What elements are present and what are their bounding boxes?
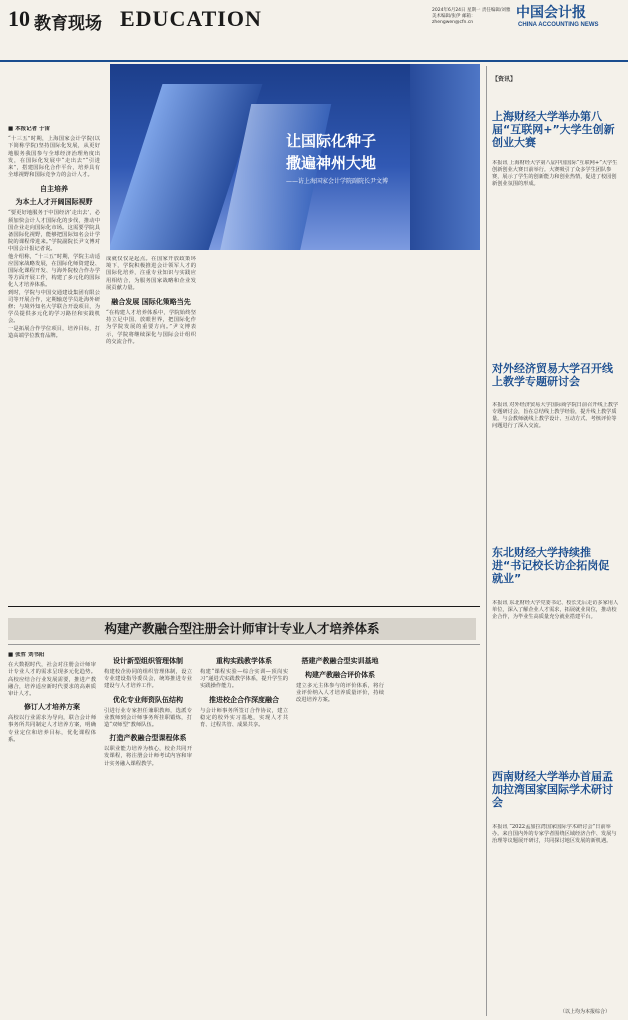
section-divider — [8, 606, 480, 607]
article2-paragraph: 以职业能力培养为核心，校企共同开发课程，将注册会计师考试内容和审计实务融入课程教学。 — [104, 746, 192, 767]
article1-column-3 — [202, 256, 292, 572]
article2-paragraph: 构建校企协同的组织管理体制，设立专业建设指导委员会，统筹推进专业建设与人才培养工作。 — [104, 669, 192, 690]
article1-paragraph: 他介绍称，“十三五”时期，学院主动适应国家战略发展，在国际化师资建设、国际化课程开发、与海外院校合作办学等方面开展工作，构建了多元化的国际化人才培养体系。 — [8, 253, 100, 289]
newspaper-name: 中国会计报 — [516, 5, 586, 21]
article2-column-1 — [8, 652, 96, 1012]
page-number: 10 — [8, 6, 30, 31]
article1-paragraph: 一是拓展合作学位项目，培养目标，打造高端学位教育品牌。 — [8, 325, 100, 339]
article2-byline: ■ 张哲 刘书阳 — [8, 652, 45, 658]
article1-paragraph: “要更好地服务于中国经济‘走出去’，必须加快会计人才国际化的步伐，推动中国企业走向国际化市场。这需要学院具备国际化视野，能够把国际知名会计学院的课程带进来。”学院副院长尹文博对中国会计报记者说。 — [8, 210, 100, 253]
article2-subhead: 推进校企合作深度融合 — [209, 695, 279, 704]
sidebar-item-title: 上海财经大学举办第八届“互联网+”大学生创新创业大赛 — [492, 110, 615, 149]
article2-column-4 — [296, 652, 384, 1012]
article2-subhead: 修订人才培养方案 — [24, 703, 80, 712]
newspaper-name-en: CHINA ACCOUNTING NEWS — [518, 22, 599, 28]
article1-paragraph: 到时，学院与中国交通建设集团有限公司等开展合作，定期输送学员赴海外研修；与境外知名大学联合开设项目，为学员提供多元化的学习路径和实践机会。 — [8, 289, 100, 325]
article2-subhead: 搭建产教融合型实训基地 — [301, 657, 379, 665]
article1-column-4 — [298, 256, 388, 572]
article2-headline: 构建产教融合型注册会计师审计专业人才培养体系 — [8, 618, 476, 640]
article2-subhead: 设计新型组织管理体制 — [113, 657, 183, 665]
article2-column-5 — [392, 652, 480, 1012]
article2-paragraph: 高校以行业需求为导向，联合会计师事务所共同制定人才培养方案，明确专业定位和培养目标，优化课程体系。 — [8, 715, 96, 743]
sidebar-item-title: 对外经济贸易大学召开线上教学专题研讨会 — [492, 362, 613, 388]
article2-column-2 — [104, 652, 192, 1012]
hero-title-line2: 撒遍神州大地 — [286, 154, 377, 172]
article2-subhead: 构建产教融合评价体系 — [305, 671, 375, 679]
sidebar-footnote: （以上均为本报综合） — [560, 1009, 611, 1015]
article2-subhead: 打造产教融合型课程体系 — [109, 734, 187, 743]
article2-subhead: 优化专业师资队伍结构 — [113, 695, 183, 704]
hero-architecture-shape — [410, 64, 480, 250]
article1-paragraph: “在构建人才培养体系中，学院始终坚持立足中国、放眼世界，把国际化作为学院发展的重要方向。”尹文博表示，学院将继续深化与国际会计组织的交流合作。 — [106, 310, 196, 345]
article2-paragraph: 构建“课程实验—综合实训—顶岗实习”递进式实践教学体系，提升学生的实践操作能力。 — [200, 669, 288, 690]
article1-lead: “十三五”时期，上海国家会计学院(以下简称学院)坚持国际化发展，从更好地服务我国参与全球经济治理角度出发，在国际化发展中“走出去”“引进来”，搭建国际化合作平台，培养具有全球视野和国际竞争力的会计人才。 — [8, 136, 100, 179]
article1-column-5 — [394, 256, 480, 572]
sidebar-item-body: 本报讯 对外经济贸易大学国际商学院日前召开线上教学专题研讨会，旨在总结线上教学经验，提升线上教学质量。与会教师就线上教学设计、互动方式、考核评价等问题进行了深入交流。 — [492, 402, 619, 429]
sidebar-item-body: 本报讯 上海财经大学第八届中国国际“互联网+”大学生创新创业大赛日前举行。大赛吸引了众多学生团队参赛，展示了学生的创新能力和创业热情，促进了校园创新创业氛围的形成。 — [492, 160, 618, 187]
hero-subtitle: ——访上海国家会计学院副院长尹文博 — [286, 178, 389, 185]
masthead — [0, 0, 628, 62]
hero-title-line1: 让国际化种子 — [286, 132, 377, 150]
sidebar-item-body: 本报讯 东北财经大学党委书记、校长先后走访多家用人单位，深入了解企业人才需求，拓展就业岗位，推动校企合作，为毕业生高质量充分就业搭建平台。 — [492, 600, 619, 620]
section-divider — [8, 644, 480, 645]
article2-paragraph: 引进行业专家担任兼职教师，选派专业教师到会计师事务所挂职锻炼，打造“双师型”教师队伍。 — [104, 707, 192, 729]
article2-subhead: 重构实践教学体系 — [216, 657, 272, 665]
article1-column-1 — [8, 126, 100, 572]
sidebar-divider — [486, 66, 487, 1016]
article2-paragraph: 建立多元主体参与的评价体系，将行业评价纳入人才培养质量评价，持续改进培养方案。 — [296, 683, 384, 704]
dateline: 2024年6月24日 星期一 责任编辑/刘雅 美术编辑/张伊 邮箱：zhengwen@cfn.cn — [432, 8, 511, 25]
article1-paragraph: 成就仅仅是起点。在国家开放政策环境下，学院积极推进会计领军人才的国际化培养，注重专业知识与实践应用相结合，为服务国家战略和企业发展贡献力量。 — [106, 256, 196, 291]
sidebar-label: 【资讯】 — [492, 76, 517, 83]
sidebar-item-body: 本报讯 “2022孟加拉湾国家国际学术研讨会”日前举办。来自国内外的专家学者围绕区域经济合作、发展与治理等议题展开研讨，共同探讨地区发展的新机遇。 — [492, 824, 617, 844]
section-title-en: EDUCATION — [120, 6, 262, 31]
article1-column-2 — [106, 256, 196, 572]
article1-byline: ■ 本报记者 于宙 — [8, 126, 51, 132]
section-title-cn: 教育现场 — [34, 14, 102, 34]
sidebar-item-title: 东北财经大学持续推进“书记校长访企拓岗促就业” — [492, 546, 610, 585]
sidebar-item-title: 西南财经大学举办首届孟加拉湾国家国际学术研讨会 — [492, 770, 613, 809]
article2-column-3 — [200, 652, 288, 1012]
article2-paragraph: 与会计师事务所签订合作协议，建立稳定的校外实习基地，实现人才共育、过程共管、成果共享。 — [200, 707, 288, 729]
article1-subhead-1: 自主培养 — [40, 185, 68, 194]
article2-paragraph: 在大数据时代，社会对注册会计师审计专业人才的需求呈现多元化趋势。高校应结合行业发展需要，推进产教融合，培养适应新时代要求的高素质审计人才。 — [8, 662, 96, 698]
article1-subhead-2: 融合发展 国际化策略当先 — [111, 298, 191, 307]
article1-subhead-1b: 为本土人才开阔国际视野 — [15, 198, 93, 207]
